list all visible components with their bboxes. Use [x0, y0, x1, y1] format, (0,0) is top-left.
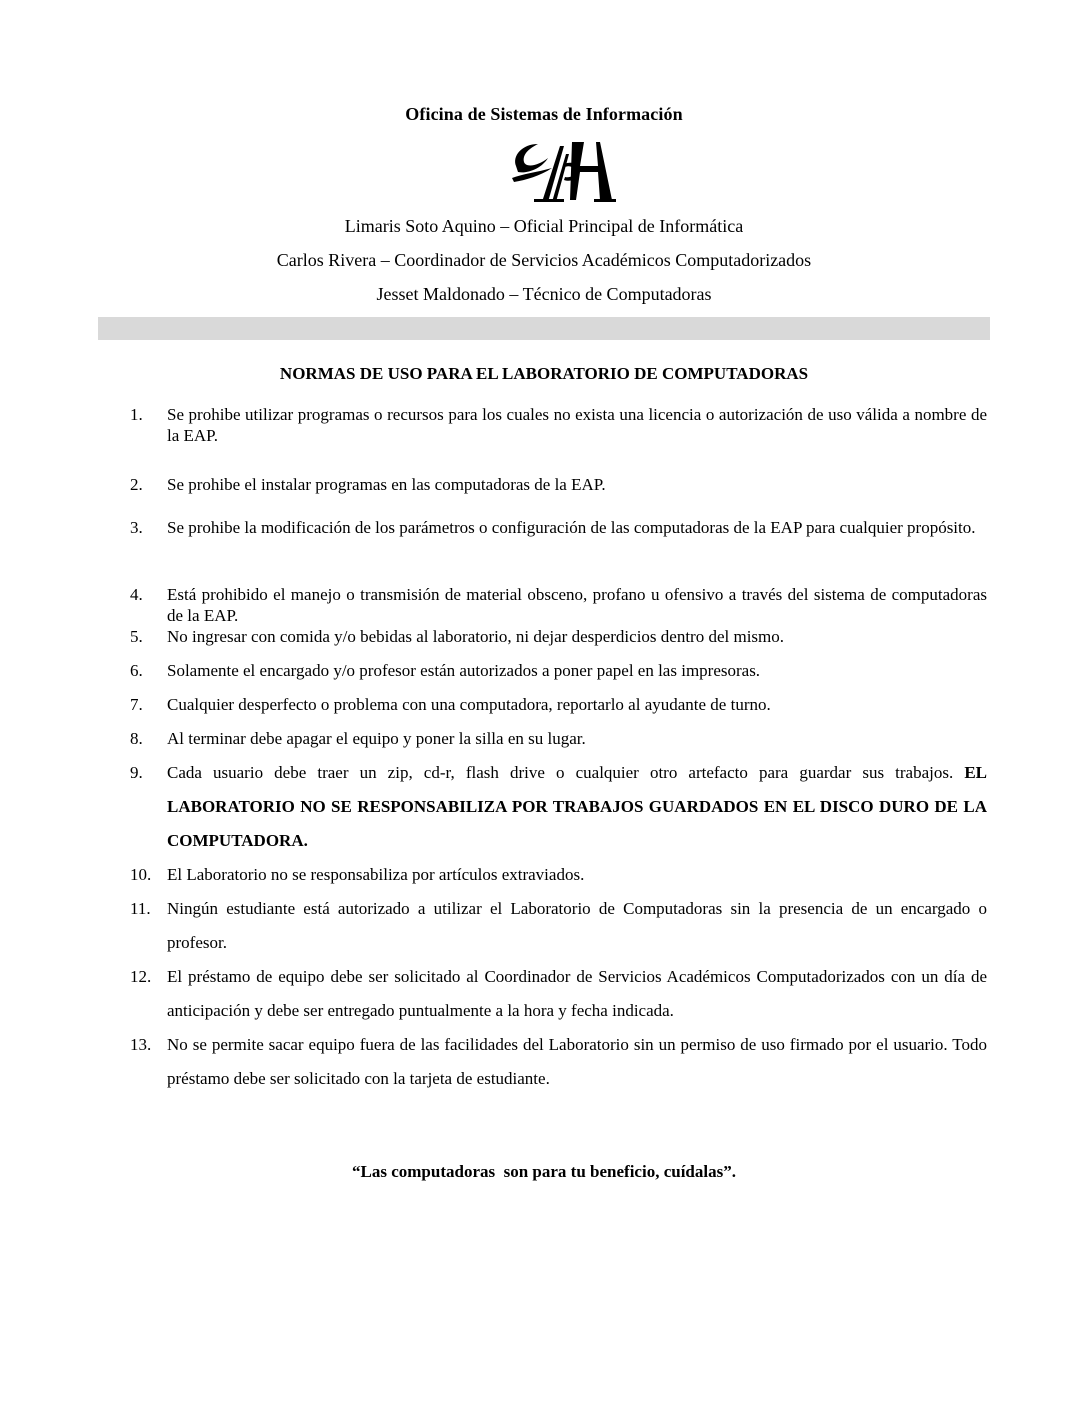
rule-number: 5. — [130, 627, 143, 646]
rule-item — [130, 474, 987, 495]
rule-text — [167, 756, 987, 858]
rule-item — [130, 517, 987, 538]
rule-text: Solamente el encargado y/o profesor están autorizados a poner papel en las impresoras. — [167, 661, 761, 680]
rule-number: 8. — [130, 729, 143, 748]
rule-number: 10. — [130, 865, 152, 884]
rule-item — [130, 1034, 987, 1096]
rule-item — [130, 864, 987, 885]
rule-text: No ingresar con comida y/o bebidas al laboratorio, ni dejar desperdicios dentro del mismo. — [167, 627, 785, 646]
staff-line: Limaris Soto Aquino – Oficial Principal de Informática — [344, 216, 744, 236]
rule-item — [130, 626, 987, 647]
rule-number: 12. — [130, 967, 152, 986]
staff-line: Carlos Rivera – Coordinador de Servicios Académicos Computadorizados — [276, 250, 812, 270]
rule-text: Se prohibe la modificación de los parámetros o configuración de las computadoras de la EAP para cualquier propósito. — [167, 518, 976, 537]
rule-number: 1. — [130, 405, 143, 424]
rule-text: Se prohibe el instalar programas en las computadoras de la EAP. — [167, 475, 606, 494]
eap-logo-icon — [508, 138, 618, 204]
rule-item — [130, 762, 987, 858]
rule-number: 3. — [130, 518, 143, 537]
rule-item — [130, 966, 987, 1028]
rule-text: El Laboratorio no se responsabiliza por artículos extraviados. — [167, 865, 585, 884]
rule-text: Está prohibido el manejo o transmisión de material obsceno, profano u ofensivo a través del sistema de computadoras de la EAP. — [167, 585, 987, 625]
rule-number: 4. — [130, 585, 143, 604]
rules-title: NORMAS DE USO PARA EL LABORATORIO DE COMPUTADORAS — [279, 364, 809, 383]
rule-item — [130, 584, 987, 626]
rule-text-bold-warning: EL LABORATORIO NO SE RESPONSABILIZA POR TRABAJOS GUARDADOS EN EL DISCO DURO DE LA COMPUTADORA. — [167, 763, 987, 850]
rule-number: 2. — [130, 475, 143, 494]
rule-item — [130, 728, 987, 749]
rule-number: 7. — [130, 695, 143, 714]
rule-number: 9. — [130, 763, 143, 782]
rule-text: Al terminar debe apagar el equipo y poner la silla en su lugar. — [167, 729, 586, 748]
rule-item — [130, 660, 987, 681]
header-divider-bar — [98, 317, 990, 340]
rule-text: No se permite sacar equipo fuera de las facilidades del Laboratorio sin un permiso de uso firmado por el usuario. Todo préstamo debe ser solicitado con la tarjeta de estudiante. — [167, 1035, 987, 1088]
rule-text: Ningún estudiante está autorizado a utilizar el Laboratorio de Computadoras sin la presencia de un encargado o profesor. — [167, 899, 987, 952]
office-title: Oficina de Sistemas de Información — [405, 104, 683, 124]
rule-item — [130, 404, 987, 446]
rule-text: Cualquier desperfecto o problema con una computadora, reportarlo al ayudante de turno. — [167, 695, 771, 714]
rule-text: El préstamo de equipo debe ser solicitado al Coordinador de Servicios Académicos Computadorizados con un día de anticipación y debe ser entregado puntualmente a la hora y fecha indicada. — [167, 967, 987, 1020]
rule-item — [130, 898, 987, 960]
rule-number: 6. — [130, 661, 143, 680]
rule-text-regular: Cada usuario debe traer un zip, cd-r, flash drive o cualquier otro artefacto para guardar sus trabajos. — [167, 763, 965, 782]
staff-line: Jesset Maldonado – Técnico de Computadoras — [376, 284, 712, 304]
rule-item — [130, 694, 987, 715]
rule-text: Se prohibe utilizar programas o recursos para los cuales no exista una licencia o autorización de uso válida a nombre de la EAP. — [167, 405, 987, 445]
closing-motto: “Las computadoras son para tu beneficio, cuídalas”. — [352, 1162, 736, 1181]
rule-number: 13. — [130, 1035, 152, 1054]
rule-number: 11. — [130, 899, 151, 918]
